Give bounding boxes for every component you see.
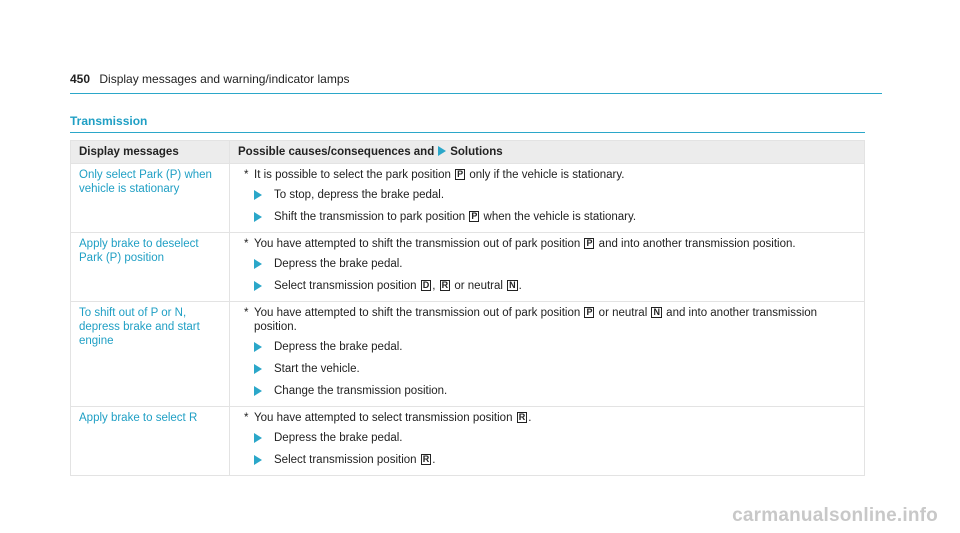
step-text: Shift the transmission to park position P when the vehicle is stationary. [274,211,637,223]
display-message: Only select Park (P) when vehicle is stationary [71,164,230,233]
cause-line [238,168,856,182]
cause-line [238,237,856,251]
play-arrow-icon [254,281,262,291]
page-header [70,72,882,94]
play-arrow-icon [254,433,262,443]
solution-step [238,362,856,376]
play-arrow-icon [254,342,262,352]
step-text: Depress the brake pedal. [274,341,403,353]
display-message: To shift out of P or N, depress brake and start engine [71,302,230,407]
solution-step [238,257,856,271]
solution-step [238,340,856,354]
step-text: Start the vehicle. [274,363,360,375]
gear-p-icon: P [471,211,478,221]
solution-cell [230,302,865,407]
gear-n-icon: N [509,280,516,290]
table-row [71,164,865,233]
cause-line [238,306,856,334]
gear-d-icon: D [422,280,430,290]
cause-line [238,411,856,425]
cause-text: You have attempted to select transmission position R . [254,412,532,424]
play-arrow-icon [438,146,446,156]
col-header-solutions-suffix: Solutions [450,146,503,158]
solution-step [238,384,856,398]
display-message: Apply brake to deselect Park (P) position [71,233,230,302]
page-number: 450 [70,72,91,86]
star-marker: * [244,307,249,319]
gear-r-icon: R [518,412,526,422]
page-header-title: Display messages and warning/indicator lamps [99,72,350,86]
gear-p-icon: P [586,307,593,317]
solution-step [238,279,856,293]
gear-r-icon: R [441,280,449,290]
step-text: To stop, depress the brake pedal. [274,189,445,201]
step-text: Change the transmission position. [274,385,448,397]
play-arrow-icon [254,259,262,269]
table-row [71,233,865,302]
table-header-row [71,141,865,164]
solution-cell [230,164,865,233]
section-title: Transmission [70,114,865,133]
play-arrow-icon [254,386,262,396]
display-messages-table [70,140,865,476]
table-row [71,407,865,476]
solution-step [238,210,856,224]
solution-cell [230,407,865,476]
play-arrow-icon [254,364,262,374]
solution-step [238,188,856,202]
watermark: carmanualsonline.info [732,505,938,526]
step-text: Depress the brake pedal. [274,258,403,270]
col-header-messages: Display messages [71,141,230,164]
star-marker: * [244,412,249,424]
gear-r-icon: R [422,454,430,464]
col-header-solutions-label: Possible causes/consequences and [238,146,435,158]
gear-n-icon: N [653,307,660,317]
solution-step [238,453,856,467]
cause-text: You have attempted to shift the transmission out of park position P or neutral N and into another transmission position. [254,307,818,333]
table-row [71,302,865,407]
play-arrow-icon [254,190,262,200]
star-marker: * [244,169,249,181]
gear-p-icon: P [457,169,464,179]
cause-text: It is possible to select the park position P only if the vehicle is stationary. [254,169,625,181]
solution-cell [230,233,865,302]
step-text: Select transmission position D , R or neutral N . [274,280,522,292]
step-text: Select transmission position R . [274,454,436,466]
play-arrow-icon [254,212,262,222]
star-marker: * [244,238,249,250]
col-header-solutions [230,141,865,164]
display-message: Apply brake to select R [71,407,230,476]
play-arrow-icon [254,455,262,465]
solution-step [238,431,856,445]
cause-text: You have attempted to shift the transmission out of park position P and into another transmission position. [254,238,796,250]
gear-p-icon: P [586,238,593,248]
step-text: Depress the brake pedal. [274,432,403,444]
